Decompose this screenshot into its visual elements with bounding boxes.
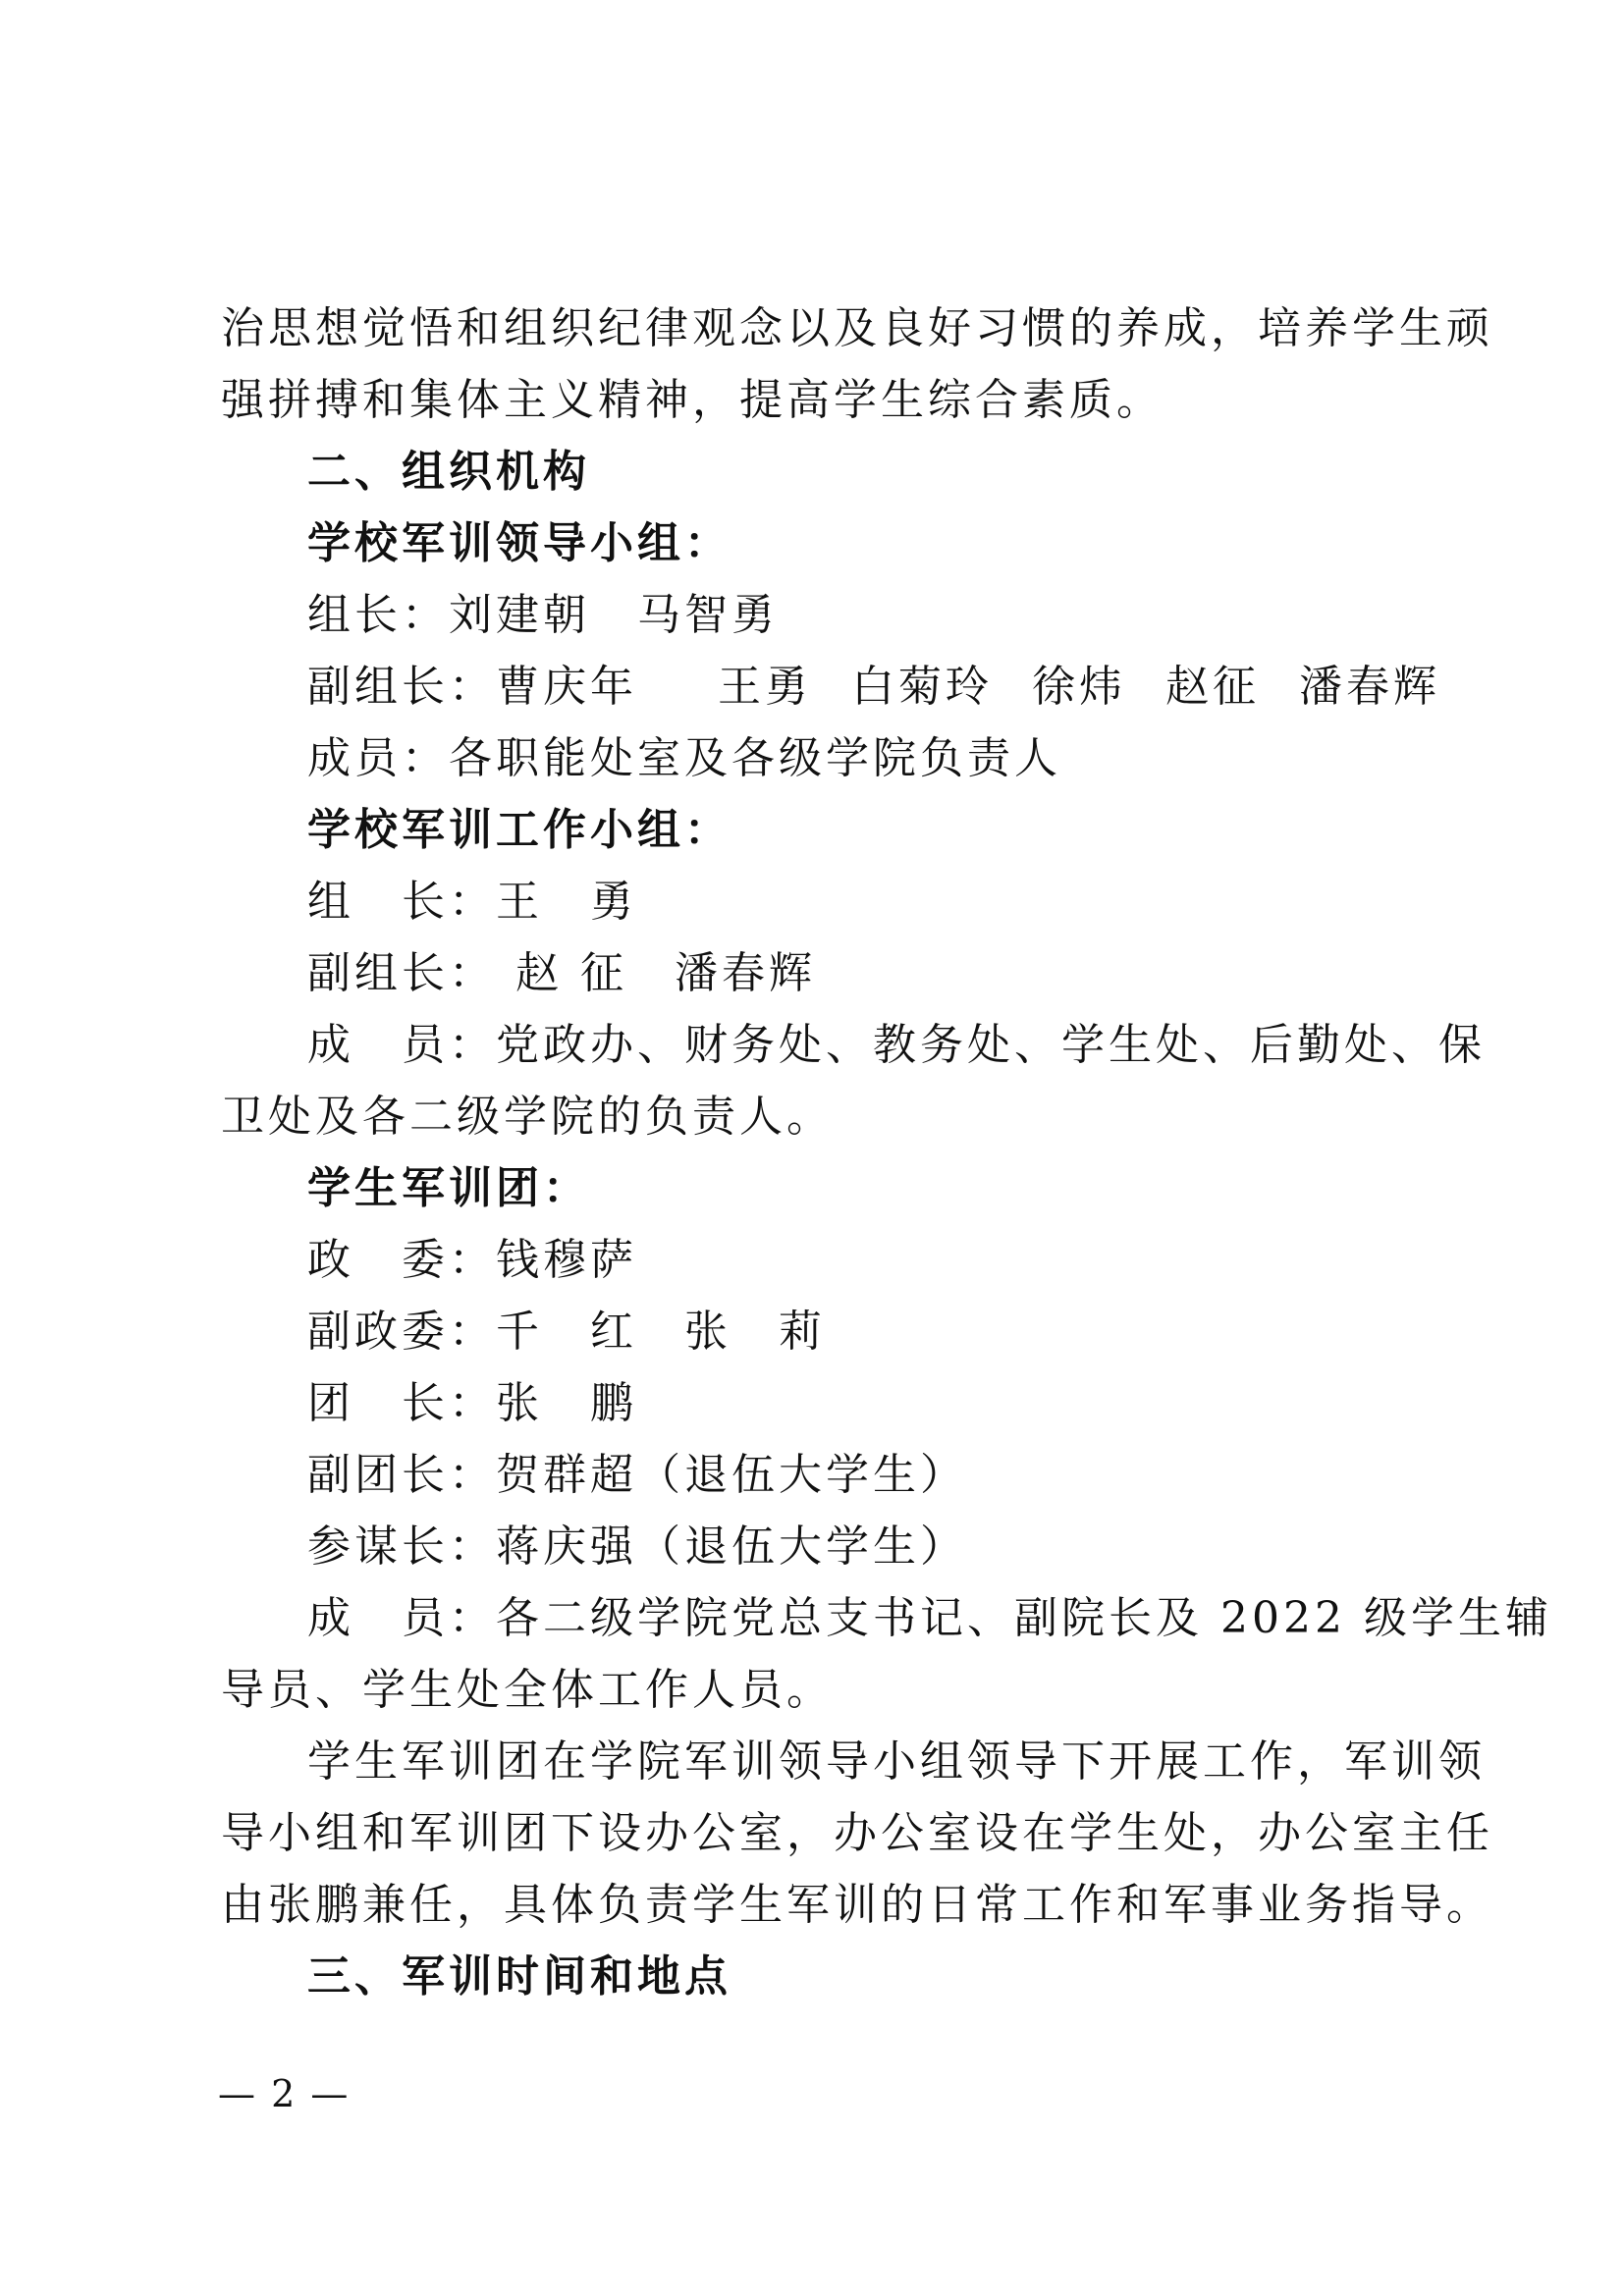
section-heading-time-and-place: 三、军训时间和地点 — [307, 1951, 731, 2002]
label: 成 员： — [307, 1593, 496, 1643]
person-name: 张 鹏 — [496, 1378, 637, 1428]
paragraph-line: 治思想觉悟和组织纪律观念以及良好习惯的养成，培养学生顽 — [221, 303, 1493, 353]
person-name: 王勇 — [718, 662, 812, 712]
subheading-student-regiment: 学生军训团： — [307, 1163, 590, 1213]
working-deputies-line — [221, 937, 1419, 1009]
members-text: 各二级学院党总支书记、副院长及 2022 级学生辅 — [496, 1593, 1552, 1643]
subheading-leadership-group: 学校军训领导小组： — [307, 518, 731, 568]
working-members-line — [221, 1009, 1486, 1081]
person-name: 赵 征 — [515, 948, 627, 998]
label: 副组长： — [307, 662, 496, 712]
members-text: 党政办、财务处、教务处、学生处、后勤处、保 — [496, 1020, 1486, 1070]
label: 成员： — [307, 733, 449, 783]
label: 团 长： — [307, 1378, 496, 1428]
person-name: 赵征 — [1165, 662, 1260, 712]
person-name: 潘春辉 — [1299, 662, 1440, 712]
label: 组长： — [307, 590, 449, 640]
regiment-vice-commander-line — [221, 1439, 1419, 1511]
person-name: 贺群超（退伍大学生） — [496, 1450, 967, 1500]
document-body — [221, 293, 1552, 2012]
regiment-chief-of-staff-line — [221, 1511, 1419, 1582]
person-name: 千 红 — [496, 1307, 637, 1357]
label: 副团长： — [307, 1450, 496, 1500]
regiment-vice-commissar-line — [221, 1296, 1419, 1367]
paragraph-line: 导员、学生处全体工作人员。 — [221, 1665, 834, 1715]
label: 参谋长： — [307, 1522, 496, 1572]
person-name: 刘建朝 — [449, 590, 590, 640]
person-name: 王 勇 — [496, 877, 637, 927]
working-leader-line — [221, 866, 1419, 937]
paragraph-line: 强拼搏和集体主义精神，提高学生综合素质。 — [221, 375, 1164, 425]
person-name: 张 莉 — [684, 1307, 826, 1357]
label: 成 员： — [307, 1020, 496, 1070]
label: 副政委： — [307, 1307, 496, 1357]
person-name: 马智勇 — [637, 590, 779, 640]
regiment-commander-line — [221, 1367, 1419, 1439]
paragraph-line: 导小组和军训团下设办公室，办公室设在学生处，办公室主任 — [221, 1808, 1493, 1858]
person-name: 蒋庆强（退伍大学生） — [496, 1522, 967, 1572]
person-name: 白菊玲 — [851, 662, 993, 712]
regiment-commissar-line — [221, 1224, 1419, 1296]
regiment-members-line — [221, 1582, 1552, 1654]
paragraph-line: 卫处及各二级学院的负责人。 — [221, 1092, 834, 1142]
leadership-members-line — [221, 722, 1419, 794]
paragraph-line: 由张鹏兼任，具体负责学生军训的日常工作和军事业务指导。 — [221, 1880, 1493, 1930]
section-heading-organization: 二、组织机构 — [307, 447, 590, 497]
person-name: 曹庆年 — [496, 662, 637, 712]
label: 政 委： — [307, 1235, 496, 1285]
page-number: — 2 — — [218, 2072, 351, 2115]
subheading-working-group: 学校军训工作小组： — [307, 805, 731, 855]
person-name: 徐炜 — [1032, 662, 1126, 712]
leadership-leaders-line — [221, 579, 1419, 651]
members-text: 各职能处室及各级学院负责人 — [449, 733, 1061, 783]
label: 副组长： — [307, 948, 496, 998]
label: 组 长： — [307, 877, 496, 927]
person-name: 钱穆萨 — [496, 1235, 637, 1285]
paragraph-line: 学生军训团在学院军训领导小组领导下开展工作，军训领 — [307, 1736, 1486, 1787]
leadership-deputies-line — [221, 651, 1440, 722]
person-name: 潘春辉 — [675, 948, 816, 998]
